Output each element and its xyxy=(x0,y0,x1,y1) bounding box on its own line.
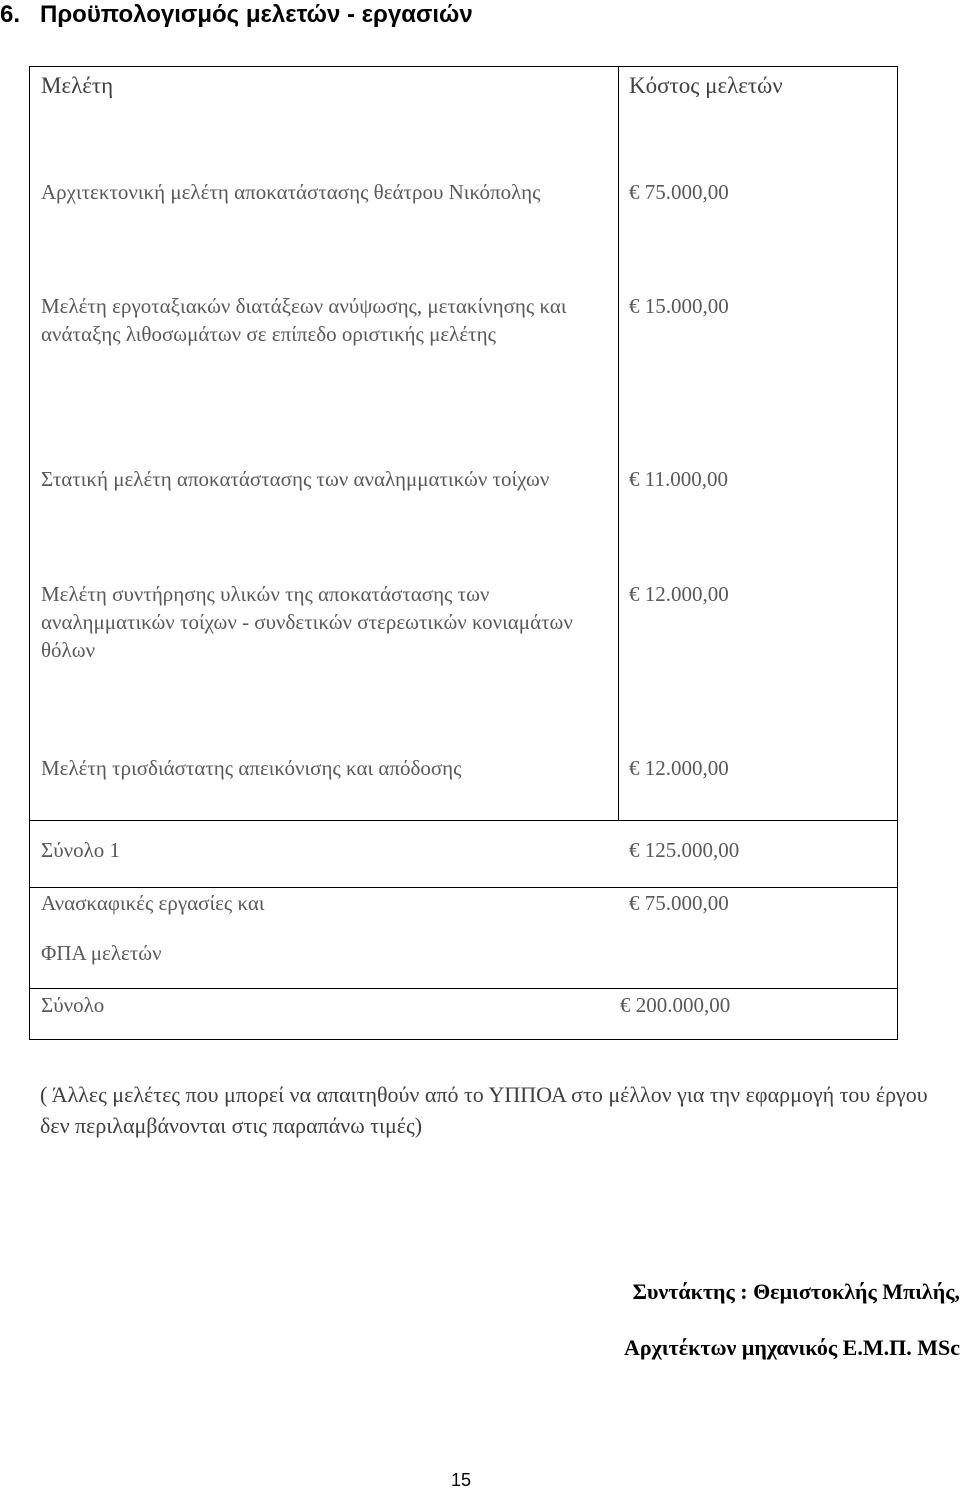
row-divider xyxy=(30,887,897,888)
table-row-study: Μελέτη τρισδιάστατης απεικόνισης και απόδοσης xyxy=(41,756,462,780)
table-row-study: Στατική μελέτη αποκατάστασης των αναλημματικών τοίχων xyxy=(41,467,550,491)
header-study: Μελέτη xyxy=(41,73,114,98)
table-row-cost: € 11.000,00 xyxy=(629,467,728,491)
vat-label: ΦΠΑ μελετών xyxy=(41,941,162,965)
section-title: Προϋπολογισμός μελετών - εργασιών xyxy=(40,1,473,28)
excavation-label: Ανασκαφικές εργασίες και xyxy=(41,891,265,915)
table-row-cost: € 12.000,00 xyxy=(629,756,729,780)
header-cost: Κόστος μελετών xyxy=(629,73,783,98)
table-row-cost: € 75.000,00 xyxy=(629,180,729,204)
section-number: 6. xyxy=(0,1,21,28)
signature-title: Αρχιτέκτων μηχανικός Ε.Μ.Π. MSc xyxy=(623,1335,960,1360)
excavation-cost: € 75.000,00 xyxy=(629,891,729,915)
section-heading xyxy=(0,0,960,30)
row-divider xyxy=(30,988,897,989)
table-row-cost: € 12.000,00 xyxy=(629,582,729,606)
subtotal-cost: € 125.000,00 xyxy=(629,838,740,862)
column-divider xyxy=(618,67,619,820)
subtotal-label: Σύνολο 1 xyxy=(41,838,121,862)
page-number: 15 xyxy=(450,1470,472,1490)
table-row-study: Μελέτη εργοταξιακών διατάξεων ανύψωσης, μετακίνησης και ανάταξης λιθοσωμάτων σε επίπεδο οριστικής μελέτης xyxy=(41,294,567,346)
table-row-study: Αρχιτεκτονική μελέτη αποκατάστασης θεάτρου Νικόπολης xyxy=(41,180,541,204)
table-row-study: Μελέτη συντήρησης υλικών της αποκατάστασης των αναλημματικών τοίχων - συνδετικών στερεωτικών κονιαμάτων θόλων xyxy=(41,582,573,662)
budget-table xyxy=(29,66,898,1040)
table-row-cost: € 15.000,00 xyxy=(629,294,729,318)
note-paragraph: ( Άλλες μελέτες που μπορεί να απαιτηθούν από το ΥΠΠΟΑ στο μέλλον για την εφαρμογή του έργου δεν περιλαμβάνονται στις παραπάνω τιμές) xyxy=(40,1082,928,1138)
signature-author: Συντάκτης : Θεμιστοκλής Μπιλής, xyxy=(632,1279,960,1304)
row-divider xyxy=(30,820,897,821)
total-cost: € 200.000,00 xyxy=(620,993,731,1017)
total-label: Σύνολο xyxy=(41,993,105,1017)
